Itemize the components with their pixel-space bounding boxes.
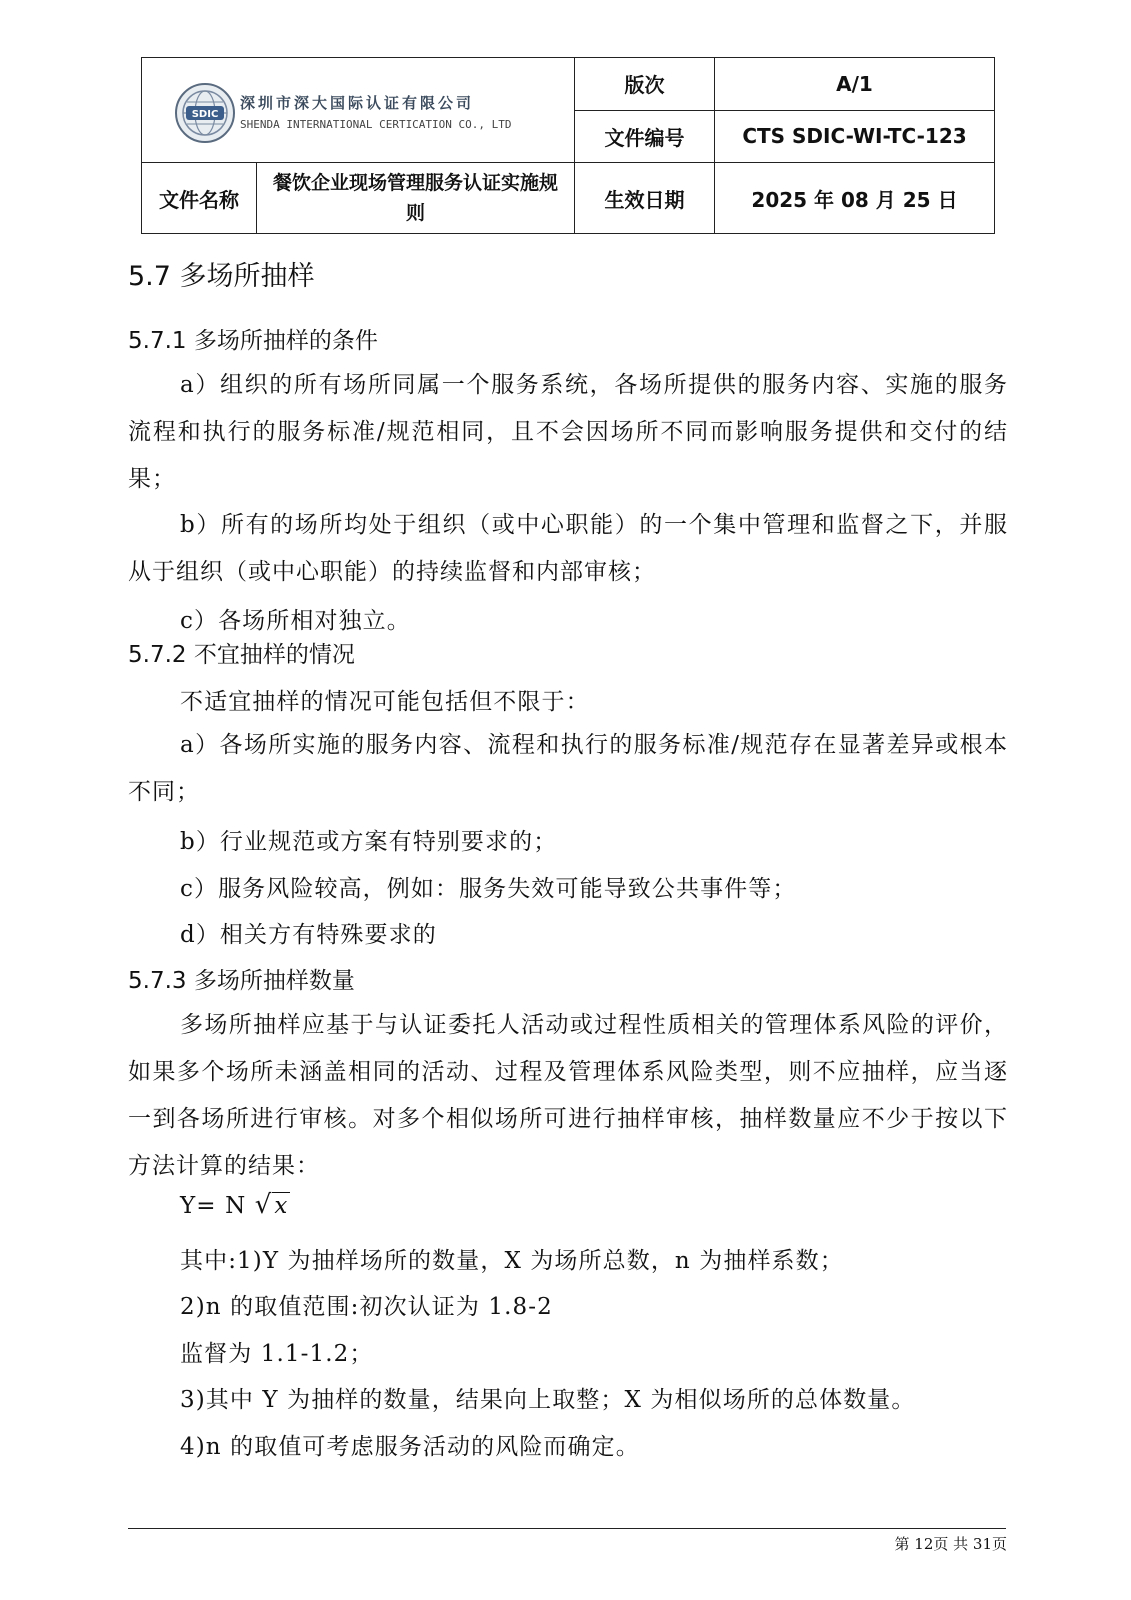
company-logo-cell: [142, 58, 575, 163]
formula-variable: x: [274, 1193, 289, 1219]
section-heading-5-7-1: 5.7.1 多场所抽样的条件: [128, 328, 378, 354]
formula-note-2: 2)n 的取值范围:初次认证为 1.8-2: [180, 1294, 553, 1320]
company-name-en: SHENDA INTERNATIONAL CERTICATION CO., LTD: [240, 118, 512, 131]
paragraph-5-7-2-d: d）相关方有特殊要求的: [180, 922, 437, 948]
company-name-cn: 深圳市深大国际认证有限公司: [240, 94, 475, 112]
footer-rule: [128, 1528, 1006, 1529]
formula-note-3: 监督为 1.1-1.2；: [180, 1341, 374, 1367]
paragraph-5-7-2-intro: 不适宜抽样的情况可能包括但不限于：: [180, 689, 590, 715]
page-number: 第 12页 共 31页: [894, 1535, 1007, 1553]
doc-name-label: 文件名称: [142, 163, 257, 234]
doc-no-label: 文件编号: [575, 110, 715, 163]
sampling-formula: [180, 1190, 290, 1220]
paragraph-5-7-2-a: a）各场所实施的服务内容、流程和执行的服务标准/规范存在显著差异或根本不同；: [128, 732, 1008, 805]
svg-text:SDIC: SDIC: [191, 109, 219, 120]
section-heading-5-7-3: 5.7.3 多场所抽样数量: [128, 968, 355, 994]
doc-no-value: CTS SDIC-WI-TC-123: [715, 110, 995, 163]
section-heading-5-7-2: 5.7.2 不宜抽样的情况: [128, 642, 355, 668]
paragraph-5-7-1-a: a）组织的所有场所同属一个服务系统，各场所提供的服务内容、实施的服务流程和执行的服务标准/规范相同，且不会因场所不同而影响服务提供和交付的结果；: [128, 372, 1008, 492]
document-header-table: [141, 57, 995, 234]
company-logo-icon: [174, 82, 236, 144]
paragraph-5-7-2-c: c）服务风险较高，例如：服务失效可能导致公共事件等；: [180, 876, 797, 902]
paragraph-5-7-3: 多场所抽样应基于与认证委托人活动或过程性质相关的管理体系风险的评价，如果多个场所未涵盖相同的活动、过程及管理体系风险类型，则不应抽样，应当逐一到各场所进行审核。对多个相似场所可进行抽样审核，抽样数量应不少于按以下方法计算的结果：: [128, 1012, 1008, 1179]
effective-date-value: 2025 年 08 月 25 日: [715, 163, 995, 234]
formula-left: Y= N: [180, 1193, 247, 1219]
formula-note-1: 其中:1)Y 为抽样场所的数量，X 为场所总数，n 为抽样系数；: [180, 1248, 844, 1274]
paragraph-5-7-1-b: b）所有的场所均处于组织（或中心职能）的一个集中管理和监督之下，并服从于组织（或中心职能）的持续监督和内部审核；: [128, 512, 1008, 585]
doc-name-value: 餐饮企业现场管理服务认证实施规则: [257, 163, 575, 234]
section-heading-5-7: 5.7 多场所抽样: [128, 261, 315, 292]
paragraph-5-7-1-c: c）各场所相对独立。: [180, 608, 411, 634]
square-root-symbol: √x: [254, 1190, 289, 1220]
version-label: 版次: [575, 58, 715, 111]
formula-note-5: 4)n 的取值可考虑服务活动的风险而确定。: [180, 1434, 640, 1460]
effective-date-label: 生效日期: [575, 163, 715, 234]
formula-note-4: 3)其中 Y 为抽样的数量，结果向上取整；X 为相似场所的总体数量。: [180, 1387, 916, 1413]
paragraph-5-7-2-b: b）行业规范或方案有特别要求的；: [180, 829, 558, 855]
version-value: A/1: [715, 58, 995, 111]
